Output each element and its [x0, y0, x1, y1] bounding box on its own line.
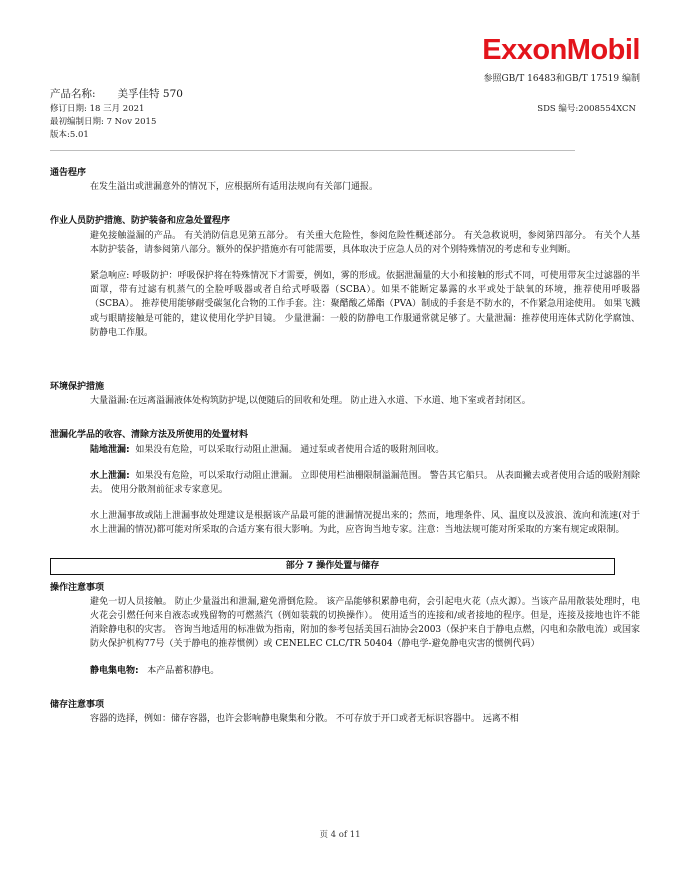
sds-number: SDS 编号:2008554XCN [537, 104, 636, 114]
static-label: 静电集电物: [90, 665, 139, 676]
static-accumulator [90, 664, 640, 678]
containment-heading: 泄漏化学品的收容、清除方法及所使用的处置材料 [50, 430, 249, 441]
personnel-text-1: 避免接触溢漏的产品。 有关消防信息见第五部分。 有关重大危险性，参阅危险性概述部分。 有关急救说明，参阅第四部分。 有关个人基本防护装备，请参阅第八部分。额外的保护措施亦有可能需要，具体取决于应急人员的对个别特殊情况的考虑和专业判断。 [90, 230, 640, 255]
handling-heading: 操作注意事项 [50, 582, 105, 593]
storage-heading: 储存注意事项 [50, 699, 105, 710]
land-spill-label: 陆地泄漏: [90, 444, 130, 455]
product-name: 美孚佳特 570 [117, 88, 183, 100]
product-label: 产品名称: [50, 88, 96, 100]
version: 版本:5.01 [50, 130, 89, 140]
land-spill-text: 如果没有危险，可以采取行动阻止泄漏。 通过泵或者使用合适的吸附剂回收。 [135, 444, 445, 455]
part-7-banner: 部分 7 操作处置与储存 [50, 558, 615, 575]
water-spill-text: 如果没有危险，可以采取行动阻止泄漏。 立即使用栏油栅限制溢漏范围。 警告其它船只。 从表面撇去或者使用合适的吸附剂除去。 使用分散剂前征求专家意见。 [90, 470, 640, 496]
standard-note: 参照GB/T 16483和GB/T 17519 编制 [483, 74, 640, 84]
product-name-line [50, 86, 183, 101]
land-spill [90, 443, 640, 457]
last-edit-date: 最初编制日期: 7 Nov 2015 [50, 117, 157, 127]
water-spill-label: 水上泄漏: [90, 470, 130, 481]
revision-date: 修订日期: 18 三月 2021 [50, 104, 145, 114]
storage-text: 容器的选择，例如：储存容器，也许会影响静电聚集和分散。 不可存放于开口或者无标识容器中。 远离不相 [90, 714, 519, 725]
page-number: 页 4 of 11 [319, 830, 361, 840]
handling-text: 避免一切人员接触。 防止少量溢出和泄漏,避免滑倒危险。 该产品能够积累静电荷，会引起电火花（点火源）。当该产品用散装处理时，电火花会引燃任何来自液态或残留物的可燃蒸汽（例如装载的切换操作）。 使用适当的连接和/或者接地的程序。但是，连接及接地也许不能消除静电积的灾害。 咨询当地适用的标准做为指南，附加的参考包括美国石油协会2003（保护来自于静电点燃，闪电和杂散电流）或国家防火保护机构77号（关于静电的推荐惯例）或 CENELEC CLC/TR 50404（静电学-避免静电灾害的惯例代码） [90, 596, 640, 650]
document-body [50, 166, 640, 726]
static-text: 本产品蓄积静电。 [147, 665, 220, 676]
notify-heading: 通告程序 [50, 168, 87, 178]
header-divider [50, 150, 575, 151]
water-spill [90, 469, 640, 497]
personnel-heading: 作业人员防护措施、防护装备和应急处置程序 [50, 216, 231, 227]
spill-advice: 水上泄漏事故或陆上泄漏事故处理建议是根据该产品最可能的泄漏情况提出来的；然而，地理条件、风、温度以及波浪、流向和流速(对于水上泄漏的情况)都可能对所采取的合适方案有很大影响。为此，应咨询当地专家。注意：当地法规可能对所采取的方案有规定或限制。 [90, 511, 640, 536]
notify-text: 在发生溢出或泄漏意外的情况下，应根据所有适用法规向有关部门通报。 [90, 182, 379, 193]
personnel-text-2: 紧急响应: 呼吸防护：呼吸保护将在特殊情况下才需要，例如，雾的形成。依据泄漏量的大小和接触的形式不同，可使用带灰尘过滤器的半面罩，带有过滤有机蒸气的全脸呼吸器或者自给式呼吸器（SCBA）。如果不能断定暴露的水平或处于缺氧的环境，推荐使用呼吸器（SCBA）。 推荐使用能够耐受碳氢化合物的工作手套。注：聚醋酸乙烯酯（PVA）制成的手套是不防水的，不作紧急用途使用。 如果飞溅或与眼睛接触是可能的，建议使用化学护目镜。 少量泄漏：一般的防静电工作服通常就足够了。大量泄漏：推荐使用连体式防化学腐蚀、防静电工作服。 [90, 271, 640, 338]
environment-heading: 环境保护措施 [50, 382, 105, 393]
exxonmobil-logo: ExxonMobil [482, 34, 640, 66]
environment-text: 大量溢漏:在远离溢漏液体处构筑防护堤,以便随后的回收和处理。 防止进入水道、下水道、地下室或者封闭区。 [90, 396, 531, 407]
